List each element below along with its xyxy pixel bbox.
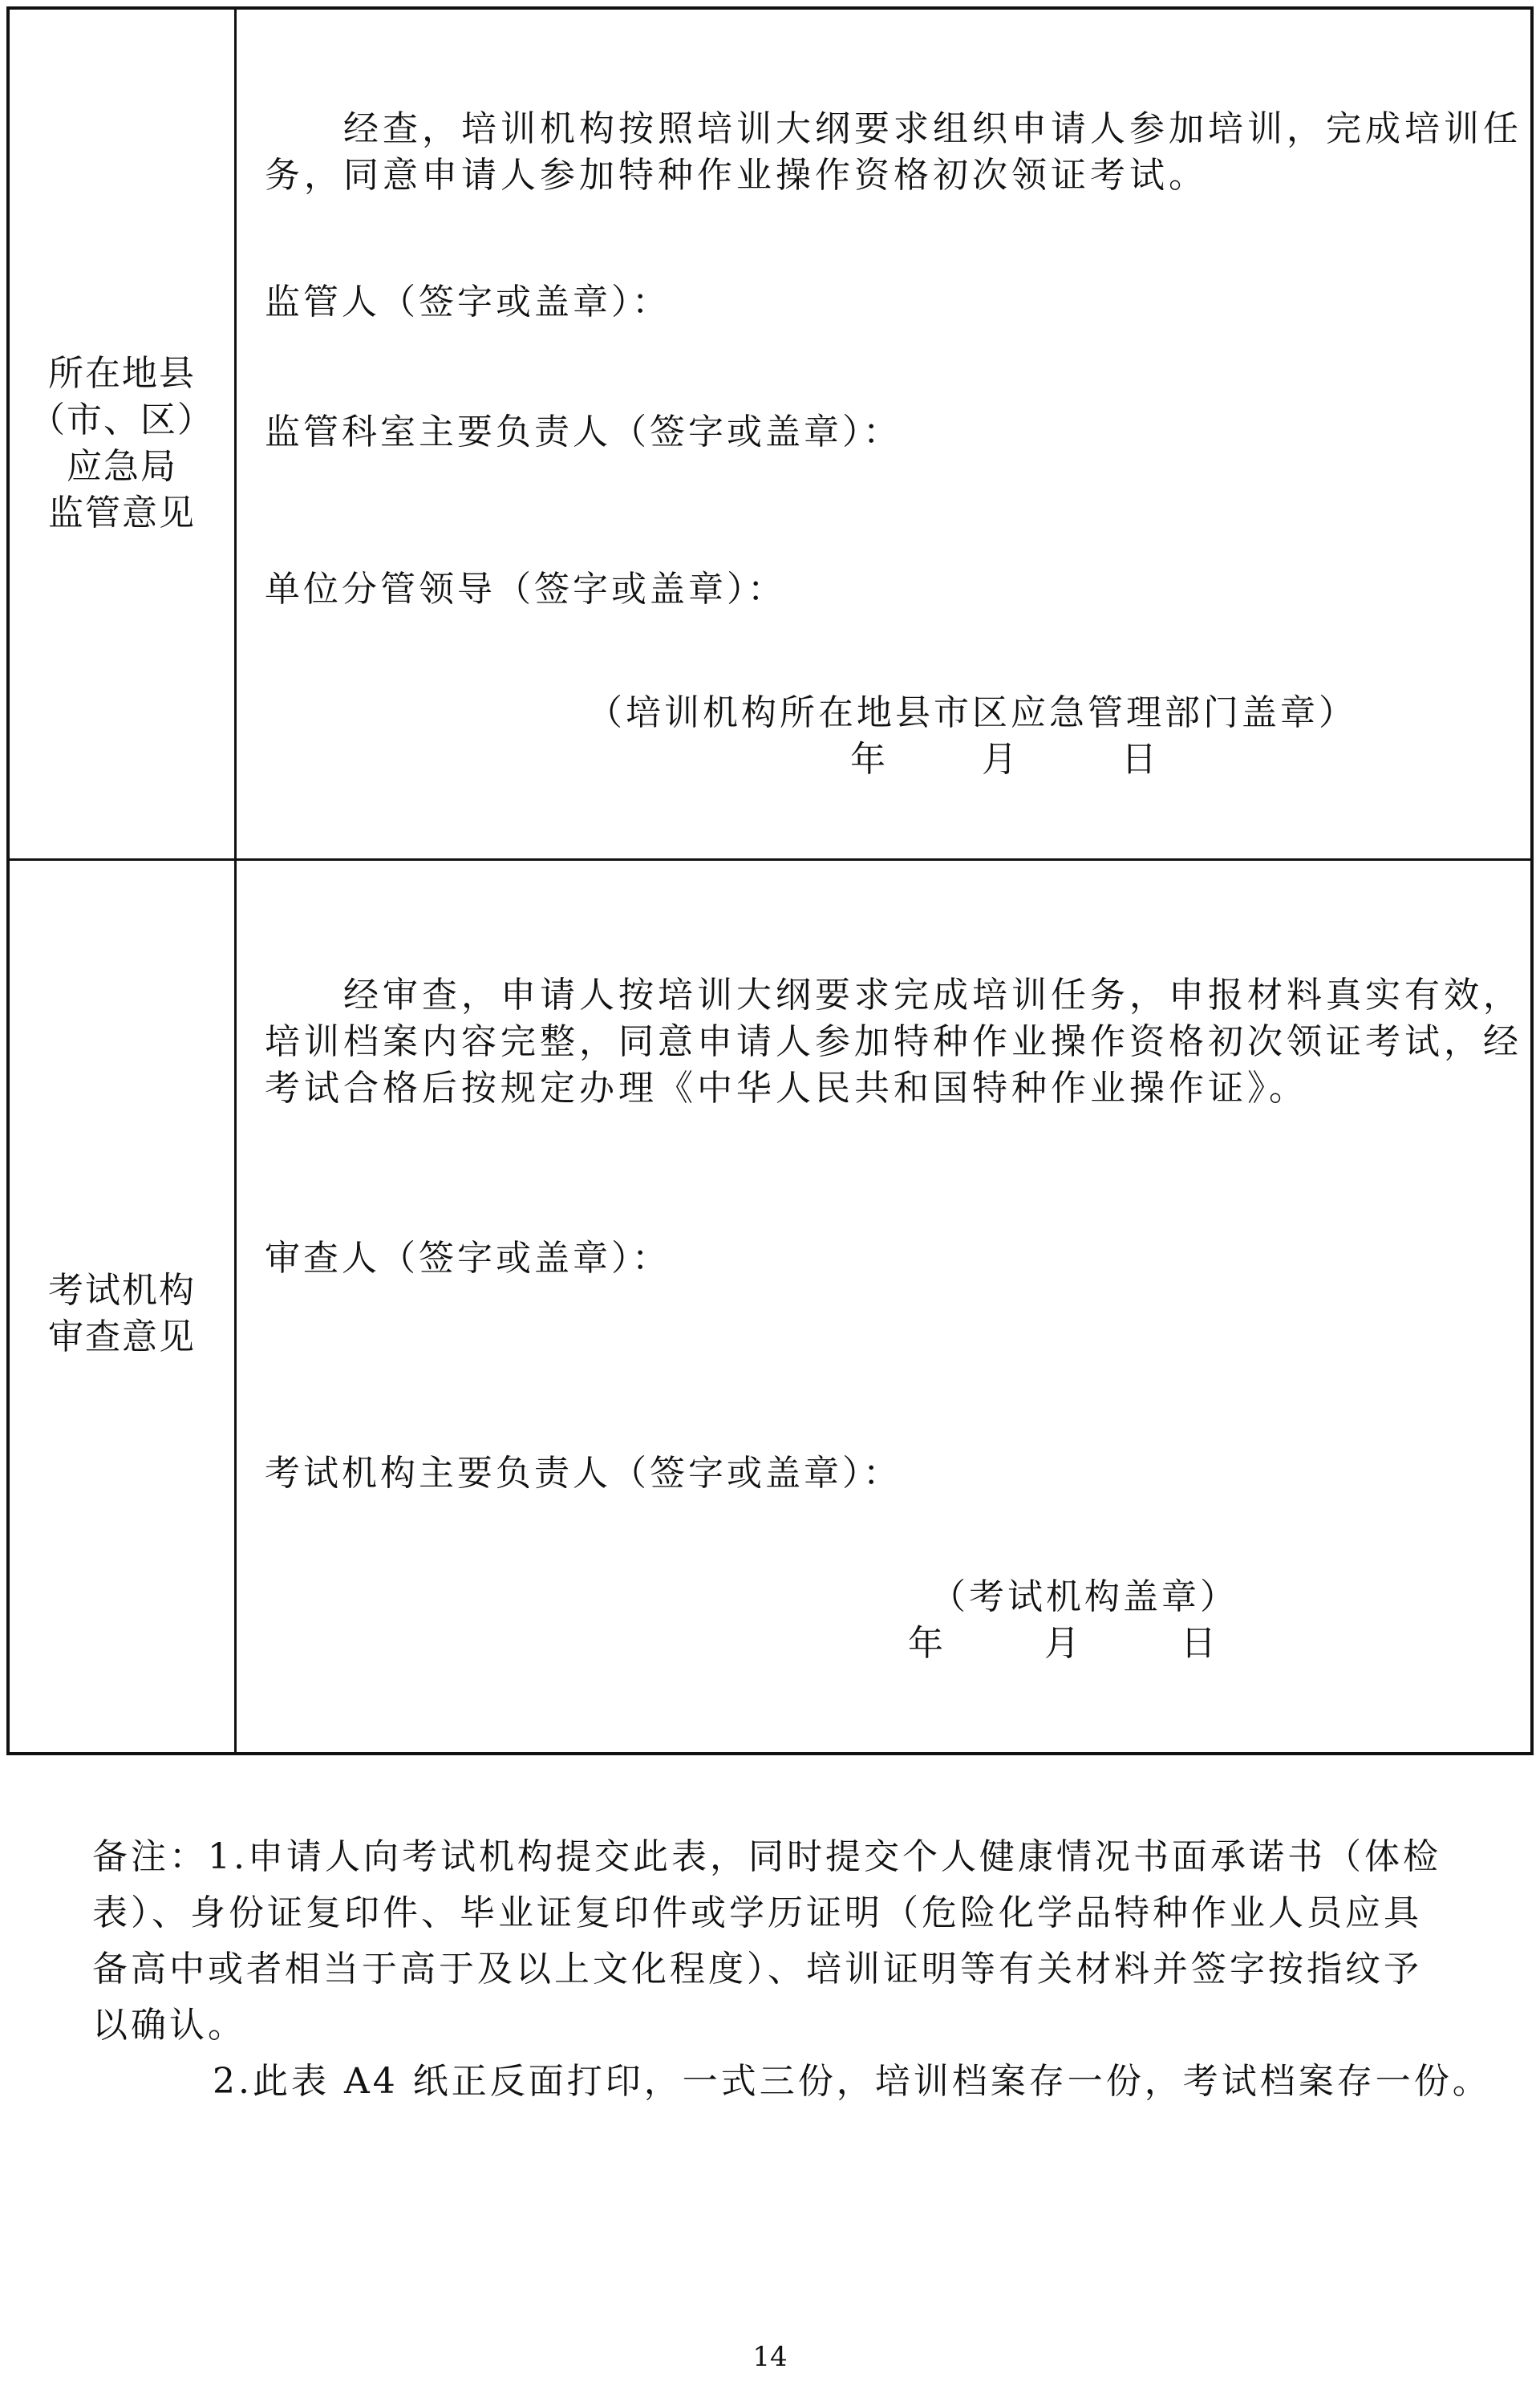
date-day: 日 xyxy=(1181,1623,1216,1664)
remark-line: 备注：1.申请人向考试机构提交此表，同时提交个人健康情况书面承诺书（体检 xyxy=(92,1836,1441,1877)
column-divider xyxy=(234,10,237,1752)
supervisor-signature-field: 监管人（签字或盖章）： xyxy=(265,282,671,322)
date-year: 年 xyxy=(850,739,886,780)
paragraph-line: 考试合格后按规定办理《中华人民共和国特种作业操作证》。 xyxy=(265,1068,1308,1109)
row-divider xyxy=(10,858,1530,861)
label-line: 应急局 xyxy=(67,446,177,487)
paragraph-line: 务，同意申请人参加特种作业操作资格初次领证考试。 xyxy=(265,155,1208,196)
label-line: 所在地县 xyxy=(48,353,196,394)
remark-line: 表）、身份证复印件、毕业证复印件或学历证明（危险化学品特种作业人员应具 xyxy=(92,1892,1422,1933)
county-opinion-paragraph xyxy=(265,106,1522,199)
paragraph-line: 经查，培训机构按照培训大纲要求组织申请人参加培训，完成培训任 xyxy=(343,108,1522,149)
remark-line: 备高中或者相当于高于及以上文化程度）、培训证明等有关材料并签字按指纹予 xyxy=(92,1949,1422,1990)
paragraph-line: 培训档案内容完整，同意申请人参加特种作业操作资格初次领证考试，经 xyxy=(265,1021,1522,1062)
opinion-table xyxy=(6,6,1534,1755)
date-day: 日 xyxy=(1121,739,1157,780)
remarks xyxy=(92,1829,1491,2110)
county-stamp-note: （培训机构所在地县市区应急管理部门盖章） xyxy=(587,692,1357,733)
page-number: 14 xyxy=(752,2341,788,2373)
leader-signature-field: 单位分管领导（签字或盖章）： xyxy=(265,569,786,610)
label-line: 审查意见 xyxy=(48,1316,196,1357)
exam-review-label xyxy=(10,1268,234,1361)
exam-head-signature-field: 考试机构主要负责人（签字或盖章）： xyxy=(265,1453,902,1494)
section-chief-signature-field: 监管科室主要负责人（签字或盖章）： xyxy=(265,412,902,452)
county-supervision-label xyxy=(10,351,234,537)
label-line: （市、区） xyxy=(30,400,214,440)
date-month: 月 xyxy=(1044,1623,1080,1664)
remark-line: 2.此表 A4 纸正反面打印，一式三份，培训档案存一份，考试档案存一份。 xyxy=(213,2061,1491,2102)
exam-stamp-note: （考试机构盖章） xyxy=(930,1576,1238,1617)
label-line: 监管意见 xyxy=(48,493,196,533)
remark-line: 以确认。 xyxy=(92,2005,246,2046)
paragraph-line: 经审查，申请人按培训大纲要求完成培训任务，申报材料真实有效， xyxy=(343,975,1522,1016)
exam-opinion-paragraph xyxy=(265,972,1522,1112)
label-line: 考试机构 xyxy=(48,1270,196,1311)
reviewer-signature-field: 审查人（签字或盖章）： xyxy=(265,1238,671,1279)
date-month: 月 xyxy=(982,739,1017,780)
date-year: 年 xyxy=(908,1623,943,1664)
